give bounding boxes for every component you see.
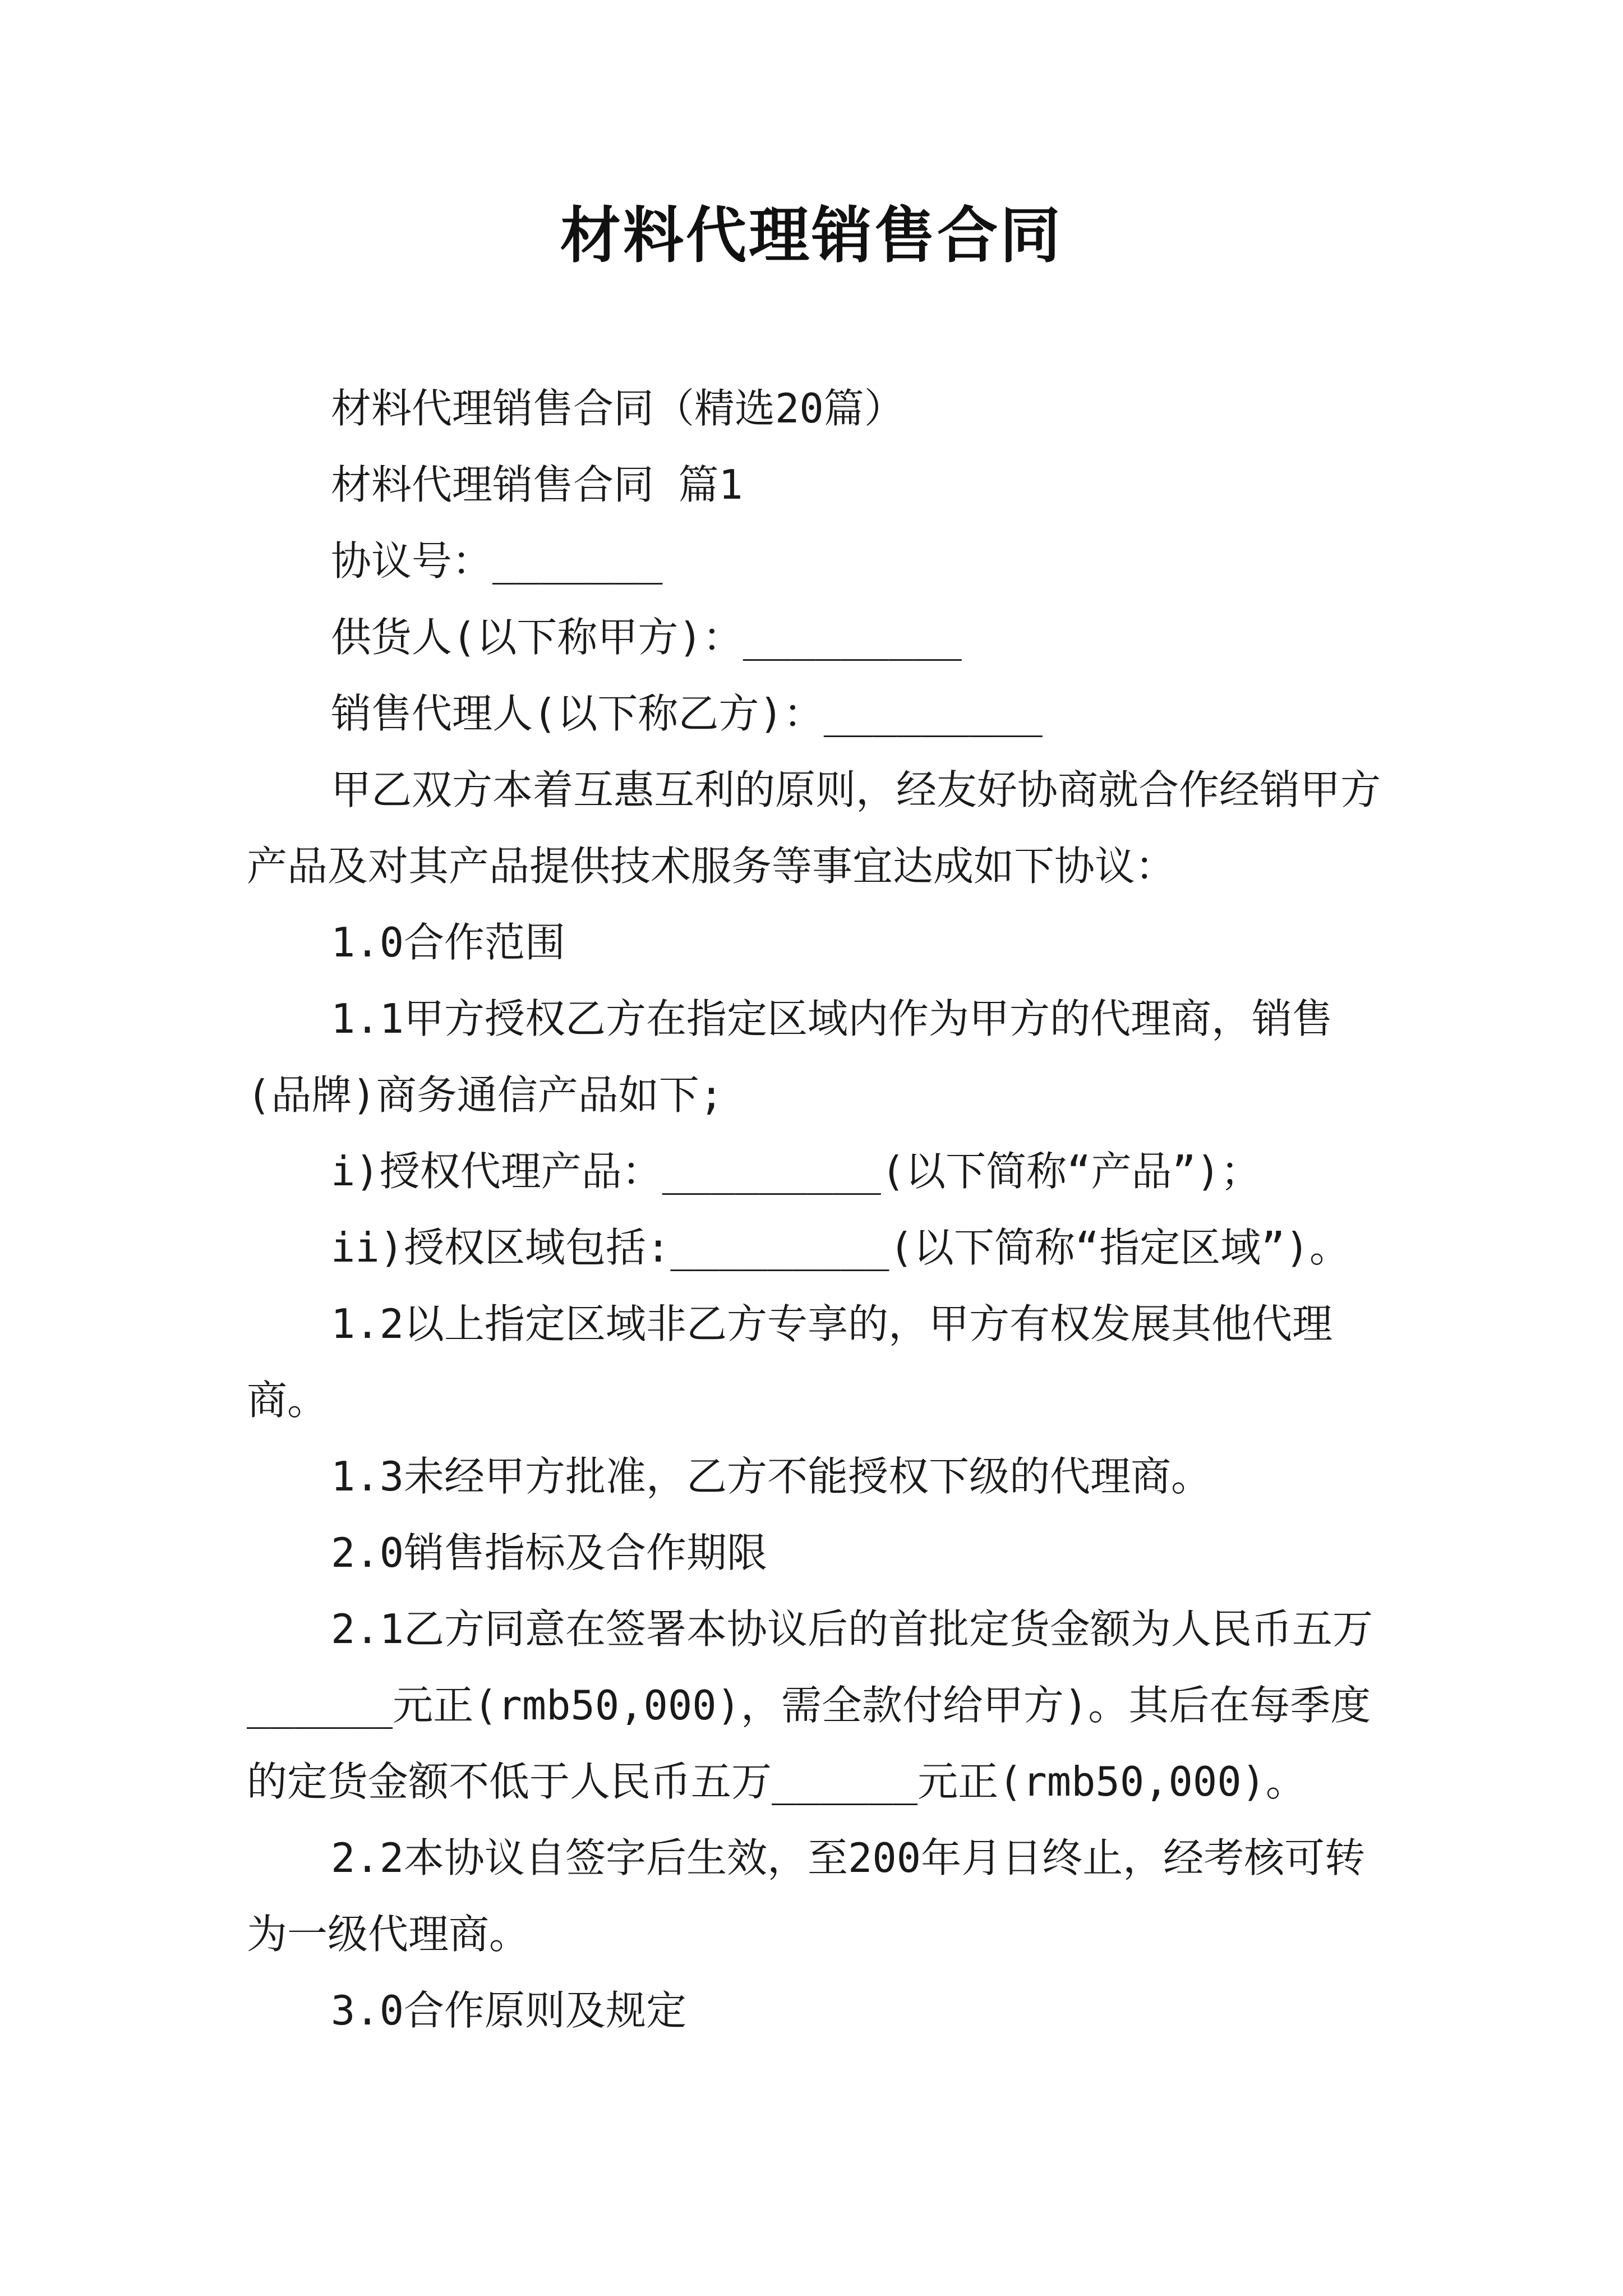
paragraph-agreement-number: 协议号：_______: [331, 537, 663, 585]
clause-1-2: 1.2以上指定区域非乙方专享的，甲方有权发展其他代理商。: [247, 1300, 1333, 1424]
clause-1-1: 1.1甲方授权乙方在指定区域内作为甲方的代理商，销售(品牌)商务通信产品如下;: [247, 995, 1333, 1119]
paragraph-preamble: 甲乙双方本着互惠互利的原则，经友好协商就合作经销甲方产品及对其产品提供技术服务等事宜达成如下协议：: [247, 766, 1381, 890]
paragraph-supplier: 供货人(以下称甲方)：_________: [331, 614, 962, 661]
clause-2-2: 2.2本协议自签字后生效，至200年月日终止，经考核可转为一级代理商。: [247, 1834, 1366, 1958]
clause-1-1-ii: ii)授权区域包括:_________(以下简称“指定区域”)。: [331, 1224, 1350, 1271]
paragraph-sales-agent: 销售代理人(以下称乙方)：_________: [331, 690, 1043, 737]
section-heading-sales-targets: 2.0销售指标及合作期限: [331, 1529, 768, 1576]
section-heading-principles: 3.0合作原则及规定: [331, 1987, 687, 2034]
paragraph-subtitle: 材料代理销售合同（精选20篇）: [331, 385, 905, 432]
clause-2-1: 2.1乙方同意在签署本协议后的首批定货金额为人民币五万______元正(rmb50,000)，需全款付给甲方)。其后在每季度的定货金额不低于人民币五万______元正(rmb50,000)。: [247, 1605, 1373, 1805]
document-body: [247, 370, 1396, 2049]
document-title: 材料代理销售合同: [560, 200, 1063, 271]
section-heading-scope: 1.0合作范围: [331, 919, 566, 966]
clause-1-3: 1.3未经甲方批准，乙方不能授权下级的代理商。: [331, 1453, 1212, 1500]
paragraph-part-heading: 材料代理销售合同 篇1: [331, 461, 743, 508]
clause-1-1-i: i)授权代理产品：_________(以下简称“产品”)；: [331, 1148, 1261, 1195]
